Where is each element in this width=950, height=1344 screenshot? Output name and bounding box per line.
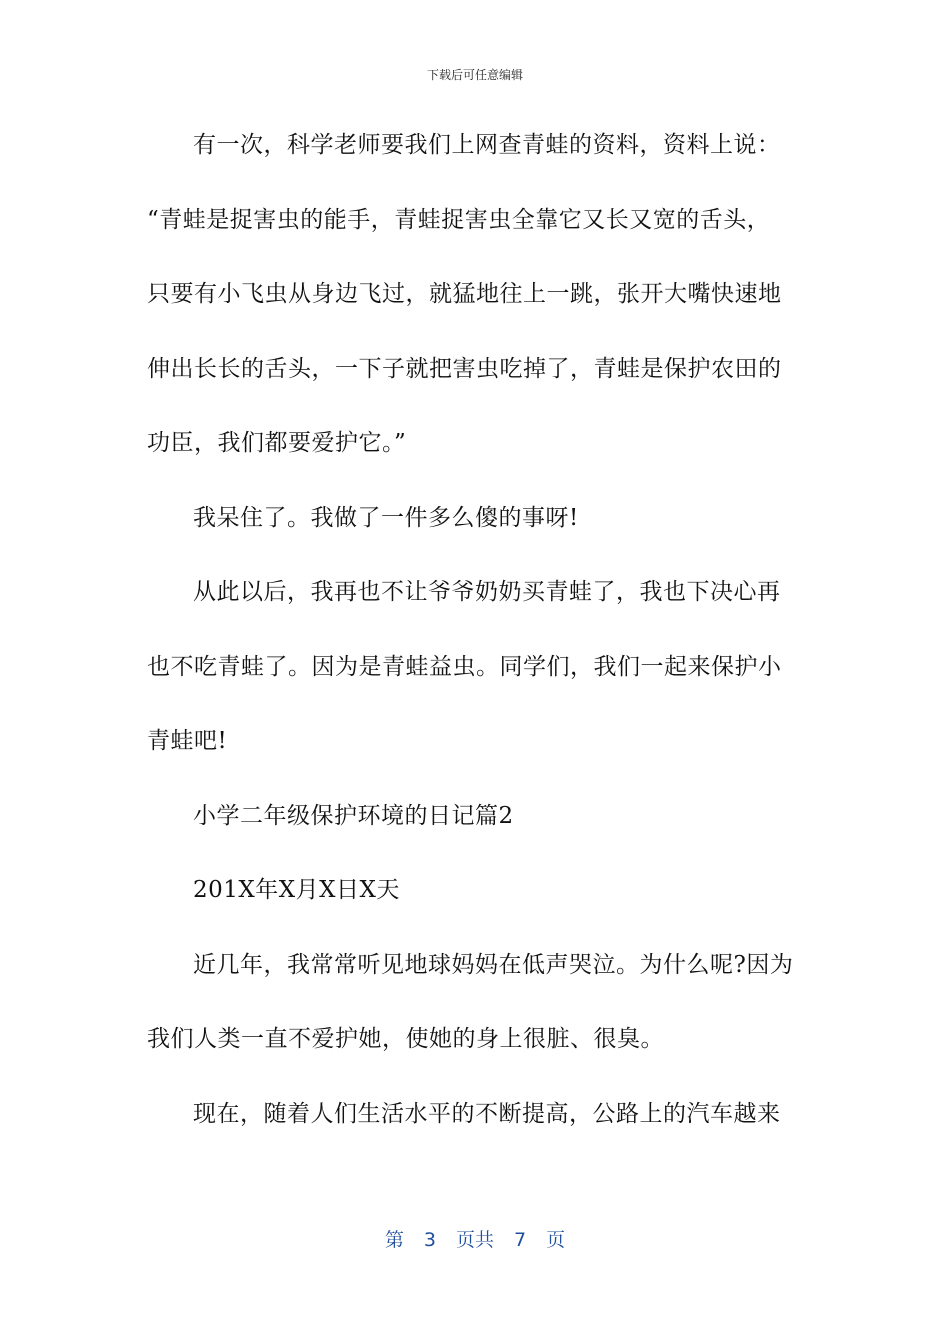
page-header: 下载后可任意编辑 [426,68,523,82]
paragraph-line: 只要有小飞虫从身边飞过，就猛地往上一跳，张开大嘴快速地 [147,281,782,307]
paragraph-line: 近几年，我常常听见地球妈妈在低声哭泣。为什么呢?因为 [193,951,794,978]
paragraph-line: 功臣，我们都要爱护它。” [147,430,407,456]
page-number-footer: 第 3 页共 7 页 [384,1229,566,1251]
paragraph-line: “青蛙是捉害虫的能手，青蛙捉害虫全靠它又长又宽的舌头， [147,206,771,233]
paragraph-line: 伸出长长的舌头，一下子就把害虫吃掉了，青蛙是保护农田的 [147,355,782,382]
diary-date: 201X年X月X日X天 [193,877,400,903]
paragraph-line: 青蛙吧! [147,728,228,754]
paragraph-line: 从此以后，我再也不让爷爷奶奶买青蛙了，我也下决心再 [193,579,781,605]
paragraph-line: 现在，随着人们生活水平的不断提高，公路上的汽车越来 [193,1100,781,1127]
document-body [147,120,807,1163]
paragraph-line: 有一次，科学老师要我们上网查青蛙的资料，资料上说： [193,132,781,158]
section-heading: 小学二年级保护环境的日记篇2 [193,802,514,829]
paragraph-line: 我呆住了。我做了一件多么傻的事呀! [193,504,579,531]
paragraph-line: 我们人类一直不爱护她，使她的身上很脏、很臭。 [147,1026,664,1052]
paragraph-line: 也不吃青蛙了。因为是青蛙益虫。同学们，我们一起来保护小 [147,653,782,680]
